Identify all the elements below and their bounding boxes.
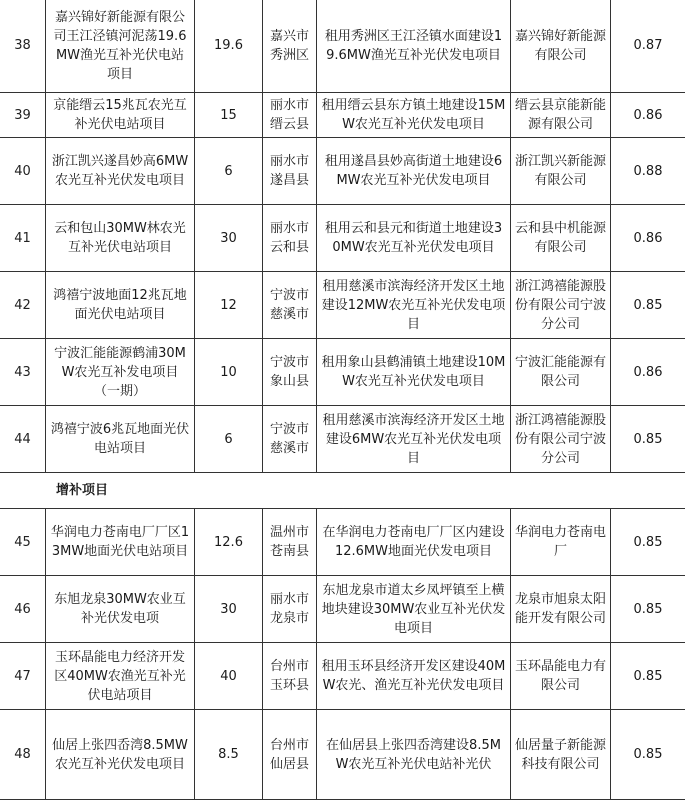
location: 宁波市慈溪市: [263, 272, 317, 339]
capacity: 10: [195, 339, 263, 406]
table-row: [0, 576, 685, 643]
project-name: 仙居上张四岙湾8.5MW农光互补光伏发电项目: [46, 710, 195, 800]
capacity: 19.6: [195, 0, 263, 93]
location: 丽水市云和县: [263, 205, 317, 272]
construction-content: 在仙居县上张四岙湾建设8.5MW农光互补光伏电站补光伏: [317, 710, 511, 800]
row-number: 39: [0, 93, 46, 138]
project-name: 华润电力苍南电厂厂区13MW地面光伏电站项目: [46, 509, 195, 576]
table-row: [0, 205, 685, 272]
company: 云和县中机能源有限公司: [511, 205, 611, 272]
capacity: 12: [195, 272, 263, 339]
construction-content: 租用云和县元和街道土地建设30MW农光互补光伏发电项目: [317, 205, 511, 272]
price: 0.85: [611, 710, 685, 800]
location: 温州市苍南县: [263, 509, 317, 576]
company: 浙江凯兴新能源有限公司: [511, 138, 611, 205]
project-name: 云和包山30MW林农光互补光伏电站项目: [46, 205, 195, 272]
company: 嘉兴锦好新能源有限公司: [511, 0, 611, 93]
construction-content: 在华润电力苍南电厂厂区内建设12.6MW地面光伏发电项目: [317, 509, 511, 576]
price: 0.85: [611, 643, 685, 710]
price: 0.85: [611, 406, 685, 473]
capacity: 8.5: [195, 710, 263, 800]
row-number: 45: [0, 509, 46, 576]
location: 丽水市缙云县: [263, 93, 317, 138]
company: 缙云县京能新能源有限公司: [511, 93, 611, 138]
table-row: [0, 138, 685, 205]
section-title: 增补项目: [0, 473, 685, 509]
location: 宁波市象山县: [263, 339, 317, 406]
row-number: 42: [0, 272, 46, 339]
company: 龙泉市旭泉太阳能开发有限公司: [511, 576, 611, 643]
row-number: 46: [0, 576, 46, 643]
project-name: 京能缙云15兆瓦农光互补光伏电站项目: [46, 93, 195, 138]
location: 台州市仙居县: [263, 710, 317, 800]
project-name: 玉环晶能电力经济开发区40MW农渔光互补光伏电站项目: [46, 643, 195, 710]
row-number: 41: [0, 205, 46, 272]
capacity: 30: [195, 576, 263, 643]
price: 0.88: [611, 138, 685, 205]
location: 丽水市遂昌县: [263, 138, 317, 205]
project-name: 嘉兴锦好新能源有限公司王江泾镇河泥荡19.6MW渔光互补光伏电站项目: [46, 0, 195, 93]
project-name: 鸿禧宁波地面12兆瓦地面光伏电站项目: [46, 272, 195, 339]
table-row: [0, 710, 685, 800]
company: 华润电力苍南电厂: [511, 509, 611, 576]
table-row: [0, 406, 685, 473]
price: 0.87: [611, 0, 685, 93]
row-number: 48: [0, 710, 46, 800]
location: 宁波市慈溪市: [263, 406, 317, 473]
capacity: 15: [195, 93, 263, 138]
price: 0.85: [611, 576, 685, 643]
project-name: 浙江凯兴遂昌妙高6MW农光互补光伏发电项目: [46, 138, 195, 205]
price: 0.85: [611, 509, 685, 576]
location: 台州市玉环县: [263, 643, 317, 710]
location: 嘉兴市秀洲区: [263, 0, 317, 93]
table-row: [0, 93, 685, 138]
construction-content: 租用秀洲区王江泾镇水面建设19.6MW渔光互补光伏发电项目: [317, 0, 511, 93]
row-number: 44: [0, 406, 46, 473]
price: 0.85: [611, 272, 685, 339]
construction-content: 租用缙云县东方镇土地建设15MW农光互补光伏发电项目: [317, 93, 511, 138]
company: 玉环晶能电力有限公司: [511, 643, 611, 710]
capacity: 6: [195, 138, 263, 205]
table-row: [0, 0, 685, 93]
construction-content: 租用慈溪市滨海经济开发区土地建设12MW农光互补光伏发电项目: [317, 272, 511, 339]
location: 丽水市龙泉市: [263, 576, 317, 643]
capacity: 6: [195, 406, 263, 473]
construction-content: 东旭龙泉市道太乡凤坪镇至上横地块建设30MW农业互补光伏发电项目: [317, 576, 511, 643]
project-name: 东旭龙泉30MW农业互补光伏发电项: [46, 576, 195, 643]
table-row: [0, 339, 685, 406]
company: 浙江鸿禧能源股份有限公司宁波分公司: [511, 406, 611, 473]
table-row: [0, 272, 685, 339]
company: 仙居量子新能源科技有限公司: [511, 710, 611, 800]
project-name: 宁波汇能能源鹤浦30MW农光互补发电项目（一期）: [46, 339, 195, 406]
section-row: [0, 473, 685, 509]
capacity: 30: [195, 205, 263, 272]
project-name: 鸿禧宁波6兆瓦地面光伏电站项目: [46, 406, 195, 473]
price: 0.86: [611, 93, 685, 138]
table-row: [0, 643, 685, 710]
construction-content: 租用玉环县经济开发区建设40MW农光、渔光互补光伏发电项目: [317, 643, 511, 710]
capacity: 40: [195, 643, 263, 710]
row-number: 43: [0, 339, 46, 406]
capacity: 12.6: [195, 509, 263, 576]
table-row: [0, 509, 685, 576]
price: 0.86: [611, 339, 685, 406]
company: 宁波汇能能源有限公司: [511, 339, 611, 406]
construction-content: 租用遂昌县妙高街道土地建设6MW农光互补光伏发电项目: [317, 138, 511, 205]
construction-content: 租用象山县鹤浦镇土地建设10MW农光互补光伏发电项目: [317, 339, 511, 406]
row-number: 40: [0, 138, 46, 205]
price: 0.86: [611, 205, 685, 272]
construction-content: 租用慈溪市滨海经济开发区土地建设6MW农光互补光伏发电项目: [317, 406, 511, 473]
company: 浙江鸿禧能源股份有限公司宁波分公司: [511, 272, 611, 339]
row-number: 38: [0, 0, 46, 93]
row-number: 47: [0, 643, 46, 710]
